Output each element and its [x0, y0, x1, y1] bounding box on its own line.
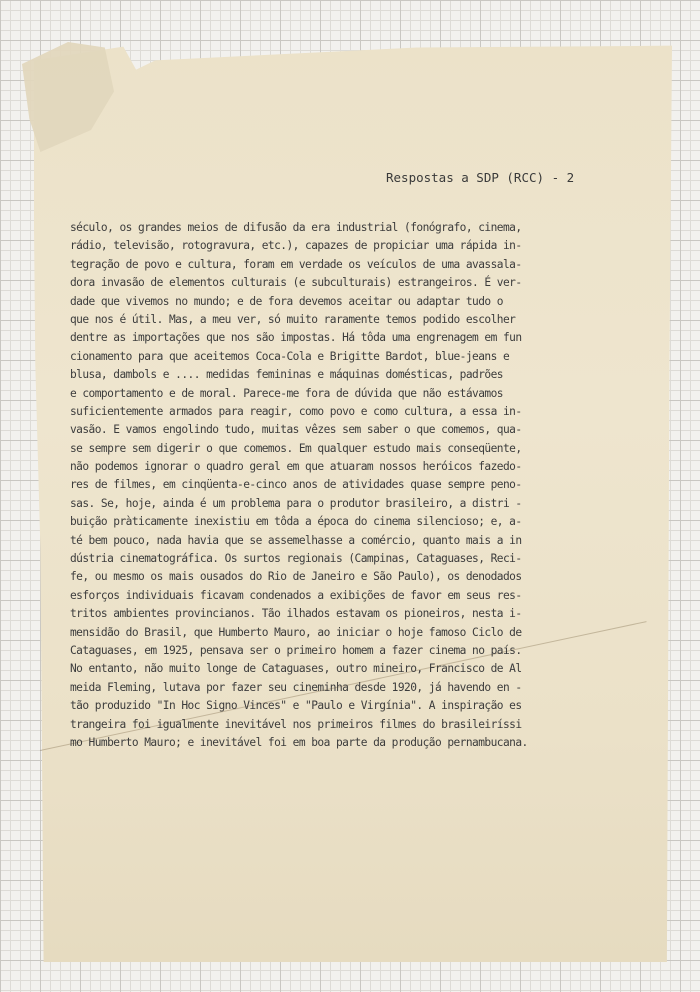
text-line: rádio, televisão, rotogravura, etc.), capazes de propiciar uma rápida in- — [70, 239, 522, 253]
body-text — [70, 219, 690, 752]
text-line: Cataguases, em 1925, pensava ser o primeiro homem a fazer cinema no país. — [70, 643, 522, 657]
text-line: dentre as importações que nos são impostas. Há tôda uma engrenagem em fun — [70, 331, 522, 345]
text-line: té bem pouco, nada havia que se assemelhasse a comércio, quanto mais a in — [70, 533, 522, 547]
text-line: suficientemente armados para reagir, como povo e como cultura, a essa in- — [70, 404, 522, 418]
text-line: tegração de povo e cultura, foram em verdade os veículos de uma avassala- — [70, 257, 522, 271]
text-line: mensidão do Brasil, que Humberto Mauro, ao iniciar o hoje famoso Ciclo de — [70, 625, 522, 639]
text-line: meida Fleming, lutava por fazer seu cineminha desde 1920, já havendo en - — [70, 680, 522, 694]
text-line: não podemos ignorar o quadro geral em que atuaram nossos heróicos fazedo- — [70, 460, 522, 474]
text-line: dústria cinematográfica. Os surtos regionais (Campinas, Cataguases, Reci- — [70, 552, 522, 566]
text-line: vasão. E vamos engolindo tudo, muitas vêzes sem saber o que comemos, qua- — [70, 423, 522, 437]
text-line: mo Humberto Mauro; e inevitável foi em boa parte da produção pernambucana. — [70, 735, 528, 749]
text-line: sas. Se, hoje, ainda é um problema para o produtor brasileiro, a distri - — [70, 496, 522, 510]
text-line: No entanto, não muito longe de Cataguases, outro mineiro, Francisco de Al — [70, 662, 522, 676]
text-line: que nos é útil. Mas, a meu ver, só muito raramente temos podido escolher — [70, 312, 516, 326]
text-line: cionamento para que aceitemos Coca-Cola e Brigitte Bardot, blue-jeans e — [70, 349, 510, 363]
text-line: trangeira foi igualmente inevitável nos primeiros filmes do brasileiríssi — [70, 717, 522, 731]
text-line: se sempre sem digerir o que comemos. Em qualquer estudo mais conseqüente, — [70, 441, 522, 455]
text-line: esforços individuais ficavam condenados a exibições de favor em seus res- — [70, 588, 522, 602]
text-line: e comportamento e de moral. Parece-me fora de dúvida que não estávamos — [70, 386, 503, 400]
text-line: buição pràticamente inexistiu em tôda a época do cinema silencioso; e, a- — [70, 515, 522, 529]
text-line: dora invasão de elementos culturais (e subculturais) estrangeiros. É ver- — [70, 276, 522, 290]
page-header: Respostas a SDP (RCC) - 2 — [386, 170, 575, 185]
text-line: tão produzido "In Hoc Signo Vinces" e "Paulo e Virgínia". A inspiração es — [70, 699, 522, 713]
text-line: século, os grandes meios de difusão da era industrial (fonógrafo, cinema, — [70, 221, 522, 234]
text-line: dade que vivemos no mundo; e de fora devemos aceitar ou adaptar tudo o — [70, 294, 503, 308]
text-line: blusa, dambols e .... medidas femininas e máquinas domésticas, padrões — [70, 368, 503, 382]
text-line: res de filmes, em cinqüenta-e-cinco anos de atividades quase sempre peno- — [70, 478, 522, 492]
text-line: fe, ou mesmo os mais ousados do Rio de Janeiro e São Paulo), os denodados — [70, 570, 522, 584]
text-line: tritos ambientes provincianos. Tão ilhados estavam os pioneiros, nesta i- — [70, 607, 522, 621]
